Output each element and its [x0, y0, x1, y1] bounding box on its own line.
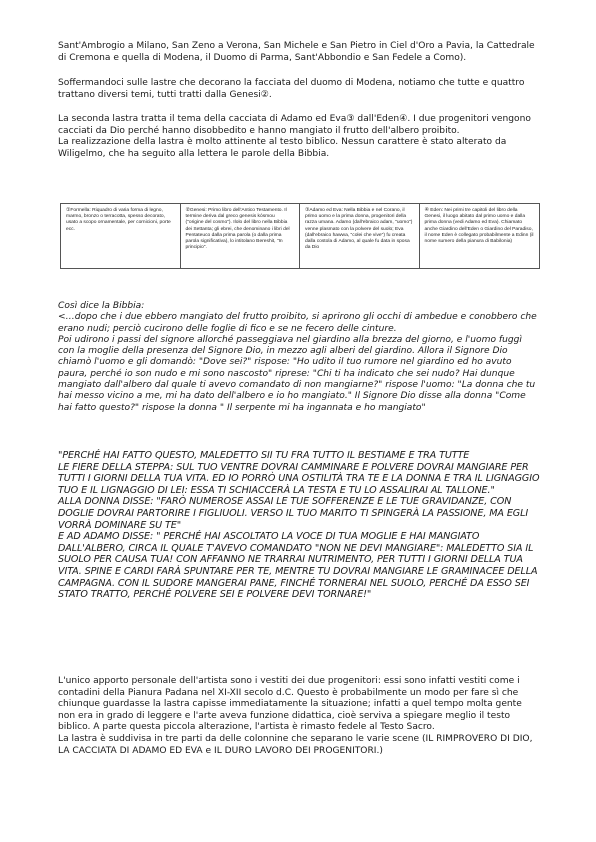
bible-heading: Così dice la Bibbia: — [58, 301, 145, 311]
intro-paragraph-3 — [58, 114, 540, 160]
curse-line-4: E AD ADAMO DISSE: " PERCHÉ HAI ASCOLTATO LA VOCE DI TUA MOGLIE E HAI MANGIATO DALL'ALBERO, CIRCA IL QUALE T'AVEVO COMANDATO "NON NE DEVI MANGIARE": MALEDETTO SIA IL SUOLO PER CAUSA TUA! CON AFFANNO NE TRARRAI NUTRIMENTO, PER TUTTI I GIORNI DELLA TUA VITA. SPINE E CARDI FARÀ SPUNTARE PER TE, MENTRE TU DOVRAI MANGIARE LE GRAMINACEE DELLA CAMPAGNA. CON IL SUDORE MANGERAI PANE, FINCHÉ TORNERAI NEL SUOLO, PERCHÉ DA ESSO SEI STATO TRATTO, PERCHÉ POLVERE SEI E POLVERE DEVI TORNARE!" — [58, 531, 538, 601]
closing-section — [58, 676, 540, 757]
intro-text-1: Sant'Ambrogio a Milano, San Zeno a Verona, San Michele e San Pietro in Ciel d'Oro a Pavia, la Cattedrale di Cremona e quella di Modena, il Duomo di Parma, Sant'Abbondio e San Fedele a Como). — [58, 41, 535, 63]
intro-text-4: La realizzazione della lastra è molto attinente al testo biblico. Nessun carattere è stato alterato da Wiligelmo, che ha seguito alla lettera le parole della Bibbia. — [58, 137, 507, 159]
footnote-adamo-eva: ③Adamo ed Eva: Nella Bibbia e nel Corano, il primo uomo e la prima donna, progenitori della razza umana. Adamo (dall'ebraico adam, "uomo") venne plasmato con la polvere del suolo; Eva (dall'ebraico hawwa, "colei che vive") fu creata dalla costola di Adamo, al quale fu data in sposa da Dio — [300, 204, 420, 268]
curse-line-2: LE FIERE DELLA STEPPA: SUL TUO VENTRE DOVRAI CAMMINARE E POLVERE DOVRAI MANGIARE PER TUTTI I GIORNI DELLA TUA VITA. ED IO PORRÒ UNA OSTILITÀ TRA TE E LA DONNA E TRA IL LIGNAGGIO TUO E IL LIGNAGGIO DI LEI: ESSA TI SCHIACCERÀ LA TESTA E TU LO ASSALIRAI AL TALLONE." — [58, 461, 540, 496]
curse-line-3: ALLA DONNA DISSE: "FARÒ NUMEROSE ASSAI LE TUE SOFFERENZE E LE TUE GRAVIDANZE, CON DOGLIE DOVRAI PARTORIRE I FIGLIUOLI. VERSO IL TUO MARITO TI SPINGERÀ LA PASSIONE, MA EGLI VORRÀ DOMINARE SU TE" — [58, 496, 529, 531]
closing-text-1: L'unico apporto personale dell'artista sono i vestiti dei due progenitori: essi sono infatti vestiti come i contadini della Pianura Padana nel XI-XII secolo d.C. Questo è probabilmente un modo per fare sì che chiunque guardasse la lastra capisse immediatamente la situazione; infatti a quel tempo molta gente non era in grado di leggere e l'arte aveva funzione didattica, cioè serviva a spiegare meglio il testo biblico. A parte questa piccola alterazione, l'artista è rimasto fedele al Testo Sacro. — [58, 676, 522, 733]
footnote-formella: ①Formella: Riquadro di varia forma di legno, marmo, bronzo o terracotta, spesso decorato, usato a scopo ornamentale, per cornicioni, porte ecc. — [61, 204, 181, 268]
closing-text-2: La lastra è suddivisa in tre parti da delle colonnine che separano le varie scene (IL RIMPROVERO DI DIO, LA CACCIATA DI ADAMO ED EVA e IL DURO LAVORO DEI PROGENITORI.) — [58, 733, 533, 756]
bible-text-1: <…dopo che i due ebbero mangiato del frutto proibito, si aprirono gli occhi di ambedue e conobbero che erano nudi; perciò cucirono delle foglie di fico e se ne fecero delle cinture. — [58, 312, 537, 334]
footnote-genesi: ②Genesi: Primo libro dell'Antico Testamento. Il termine deriva dal greco genesis kósmou ("origine del cosmo"). Ilolo del libro nella Bibbia dei Settanta; gli ebrei, che denominano i libri del Pentateuco dalla prima parola (o dalla prima parola significativa), lo intitolano Bereshit, "In principio". — [181, 204, 301, 268]
footnote-eden: ④ Eden: Nei primi tre capitoli del libro della Genesi, il luogo abitato dal primo uomo e dalla prima donna (vedi Adamo ed Eva). Chiamato anche Giardino dell'Eden o Giardino del Paradiso, il nome Eden è collegato probabilmente a Edinn (il nome sumero della pianura di Babilonia) — [424, 208, 534, 245]
intro-text-2: Soffermandoci sulle lastre che decorano la facciata del duomo di Modena, notiamo che tutte e quattro trattano diversi temi, tutti tratti dalla Genesi②. — [58, 78, 525, 100]
bible-text-2: Poi udirono i passi del signore allorché passeggiava nel giardino alla brezza del giorno, e l'uomo fuggì con la moglie della presenza del Signore Dio, in mezzo agli alberi del giardino. Allora il Signore Dio chiamò l'uomo e gli domandò: "Dove sei?" rispose: "Ho udito il tuo rumore nel giardino ed ho avuto paura, perché io son nudo e mi sono nascosto" riprese: "Chi ti ha indicato che sei nudo? Hai dunque mangiato dall'albero dal quale ti avevo comandato di non mangiarne?" rispose l'uomo: "La donna che tu hai messo vicino a me, mi ha dato dell'albero e io ho mangiato." Il Signore Dio disse alla donna "Come hai fatto questo?" rispose la donna " Il serpente mi ha ingannata e ho mangiato" — [58, 334, 536, 413]
intro-text-3: La seconda lastra tratta il tema della cacciata di Adamo ed Eva③ dall'Eden④. I due progenitori vengono cacciati da Dio perché hanno disobbedito e hanno mangiato il frutto dell'albero proibito. — [58, 114, 531, 136]
divine-curse-quote — [58, 450, 540, 601]
intro-paragraph-2 — [58, 78, 540, 101]
curse-line-1: "PERCHÉ HAI FATTO QUESTO, MALEDETTO SII TU FRA TUTTO IL BESTIAME E TRA TUTTE — [58, 450, 470, 461]
footnotes-table — [60, 203, 540, 269]
bible-quote — [58, 301, 540, 414]
intro-paragraph-1 — [58, 41, 540, 64]
